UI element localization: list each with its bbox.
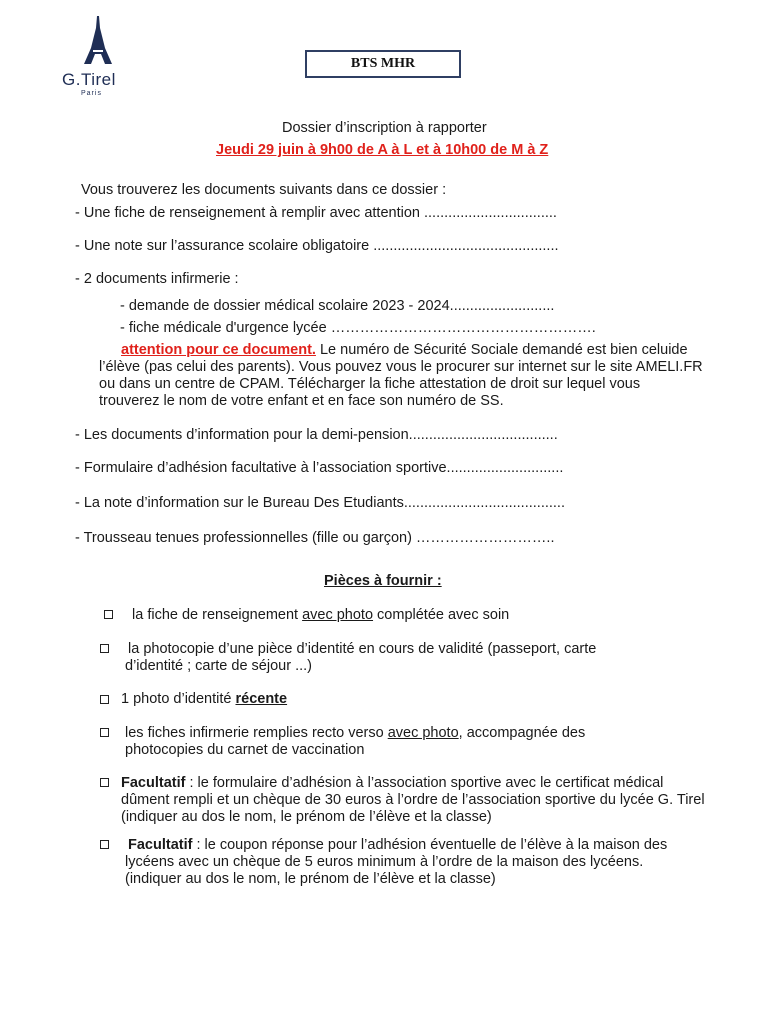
title-box [305, 50, 461, 78]
doc-subitem-urgence: - fiche médicale d'urgence lycée ………………………………………………. [120, 320, 596, 336]
piece-infirmerie [125, 725, 625, 759]
attention-note [99, 342, 704, 410]
checkbox-association[interactable] [100, 778, 109, 787]
doc-item-infirmerie: - 2 documents infirmerie : [75, 271, 239, 287]
piece-association-text: : le formulaire d’adhésion à l’association sportive avec le certificat médical dûment rempli et un chèque de 30 euros à l’ordre de l’association sportive du lycée G. Tirel (indiquer au dos le nom, le prénom de l’élève et la classe) [121, 775, 705, 825]
piece-maison-lyceens [125, 837, 685, 888]
pieces-heading: Pièces à fournir : [324, 573, 442, 589]
piece-maison-facultatif: Facultatif [128, 837, 193, 853]
checkbox-identite[interactable] [100, 644, 109, 653]
doc-item-bde: - La note d’information sur le Bureau Des Etudiants........................................ [75, 495, 565, 511]
checkbox-infirmerie[interactable] [100, 728, 109, 737]
doc-item-trousseau: - Trousseau tenues professionnelles (fille ou garçon) ……………………….. [75, 530, 555, 546]
dossier-subtitle: Dossier d’inscription à rapporter [282, 120, 487, 136]
piece-infirmerie-end: , accompagnée des photocopies du carnet de vaccination [125, 725, 586, 758]
documents-lead: Vous trouverez les documents suivants dans ce dossier : [81, 182, 447, 198]
piece-photo-text: 1 photo d’identité [121, 691, 236, 707]
doc-item-association: - Formulaire d’adhésion facultative à l’association sportive............................. [75, 460, 564, 476]
piece-fiche [132, 607, 509, 623]
date-line: Jeudi 29 juin à 9h00 de A à L et à 10h00 de M à Z [216, 142, 549, 158]
attention-label: attention pour ce document. [121, 342, 316, 358]
checkbox-photo[interactable] [100, 695, 109, 704]
piece-maison-text: : le coupon réponse pour l’adhésion éventuelle de l’élève à la maison des lycéens avec un chèque de 5 euros minimum à l’ordre de la maison des lycéens. (indiquer au dos le nom, le prénom de l’élève et la classe) [125, 837, 668, 887]
piece-fiche-end: complétée avec soin [373, 607, 510, 623]
piece-fiche-photo: avec photo [302, 607, 374, 623]
logo-name: G.Tirel [62, 70, 116, 89]
doc-item-assurance: - Une note sur l’assurance scolaire obligatoire .............................................. [75, 238, 559, 254]
checkbox-maison-lyceens[interactable] [100, 840, 109, 849]
page-title: BTS MHR [350, 56, 416, 71]
piece-photo-recente: récente [235, 691, 288, 707]
piece-identite: la photocopie d’une pièce d’identité en cours de validité (passeport, carte d’identité ; carte de séjour ...) [125, 641, 597, 674]
piece-infirmerie-photo: avec photo [387, 725, 459, 741]
piece-photo [121, 691, 287, 707]
doc-item-demi-pension: - Les documents d’information pour la demi-pension..................................... [75, 427, 558, 443]
doc-subitem-medical: - demande de dossier médical scolaire 2023 - 2024.......................... [120, 298, 555, 314]
logo-city: Paris [81, 90, 102, 97]
piece-infirmerie-text: les fiches infirmerie remplies recto verso [125, 725, 388, 741]
attention-text: Le numéro de Sécurité Sociale demandé est bien celuide l’élève (pas celui des parents). Vous pouvez vous le procurer sur internet sur le site AMELI.FR ou dans un centre de CPAM. Télécharger la fiche attestation de droit sur lequel vous trouverez le nom de votre enfant et en face son numéro de SS. [99, 342, 703, 409]
checkbox-fiche[interactable] [104, 610, 113, 619]
doc-item-fiche: - Une fiche de renseignement à remplir avec attention ................................. [75, 205, 557, 221]
piece-fiche-text: la fiche de renseignement [132, 607, 303, 623]
piece-association [121, 775, 711, 826]
piece-association-facultatif: Facultatif [121, 775, 186, 791]
